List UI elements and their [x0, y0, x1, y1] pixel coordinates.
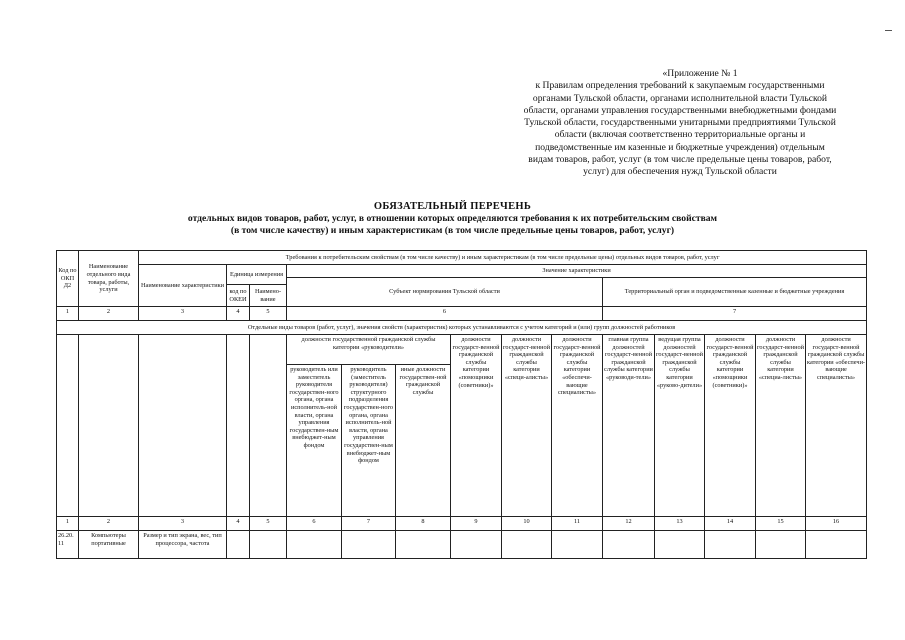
col-number: 1	[57, 307, 79, 321]
empty-cell	[342, 531, 396, 559]
header-okei: код по ОКЕИ	[227, 285, 250, 307]
appendix-line: Тульской области, государственными унитарными предприятиями Тульской	[524, 117, 836, 129]
header-head-unit: руководитель (заместитель руководителя) структурного подразделения государствен-ного органа, органа исполнитель-ной власти, органа управления государствен-ным внебюджет-ным фондом	[342, 365, 396, 517]
col-number: 4	[227, 307, 250, 321]
col-number: 9	[451, 517, 502, 531]
header-other-positions: иные должности государствен-ной гражданской службы	[396, 365, 451, 517]
col-number: 4	[227, 517, 250, 531]
appendix-line: видам товаров, работ, услуг (в том числе предельные цены товаров, работ,	[528, 154, 832, 166]
header-main-group-leaders: главная группа должностей государст-венной гражданской службы категории «руководи-тели»	[603, 335, 655, 517]
section-row: Отдельные виды товаров (работ, услуг), значения свойств (характеристик) которых устанавливаются с учетом категорий и (или) групп должностей работников	[57, 321, 867, 335]
appendix-line: к Правилам определения требований к закупаемым государственными	[535, 80, 825, 92]
empty-cell	[451, 531, 502, 559]
header-name: Наименование отдельного вида товара, работы, услуги	[79, 251, 139, 307]
document-title: ОБЯЗАТЕЛЬНЫЙ ПЕРЕЧЕНЬ	[373, 201, 532, 212]
empty-cell	[756, 531, 806, 559]
document-subtitle-2: (в том числе качеству) и иным характеристикам (в том числе предельные цены товаров, работ, услуг)	[230, 225, 675, 236]
col-number: 5	[250, 307, 287, 321]
appendix-block	[505, 68, 855, 179]
empty-cell	[287, 531, 342, 559]
col-number: 6	[287, 517, 342, 531]
col-number: 2	[79, 307, 139, 321]
col-number: 3	[139, 517, 227, 531]
empty-cell	[57, 335, 79, 517]
col-number: 10	[502, 517, 552, 531]
header-code: Код по ОКП Д2	[57, 251, 79, 307]
col-number: 15	[756, 517, 806, 531]
header-char-name: Наименование характеристики	[139, 265, 227, 307]
header-territorial-support: должности государст-венной гражданской службы категории «обеспечи-вающие специалисты»	[806, 335, 867, 517]
row-code: 26.20. 11	[57, 531, 79, 559]
col-number: 8	[396, 517, 451, 531]
header-support-specialists: должности государст-венной гражданской службы категории «обеспечи-вающие специалисты»	[552, 335, 603, 517]
document-subtitle-1: отдельных видов товаров, работ, услуг, в отношении которых определяются требования к их потребительским свойствам	[187, 213, 718, 224]
col-number: 12	[603, 517, 655, 531]
header-head-executive: руководитель или заместитель руководителя государствен-ного органа, органа исполнитель-ной власти, органа управления государствен-ным внебюджет-ным фондом	[287, 365, 342, 517]
requirements-table	[56, 250, 867, 559]
empty-cell	[806, 531, 867, 559]
col-number: 5	[250, 517, 287, 531]
row-characteristic: Размер и тип экрана, вес, тип процессора, частота	[139, 531, 227, 559]
header-unit: Единица измерения	[227, 265, 287, 285]
appendix-line: органами Тульской области, органами исполнительной власти Тульской	[532, 92, 828, 104]
corner-mark	[885, 30, 892, 31]
empty-cell	[603, 531, 655, 559]
appendix-line: области, органами управления государственными внебюджетными фондами	[523, 104, 837, 116]
header-assistants: должности государст-венной гражданской службы категории «помощники (советники)»	[451, 335, 502, 517]
empty-cell	[139, 335, 227, 517]
header-territorial-specialists: должности государст-венной гражданской службы категории «специа-листы»	[756, 335, 806, 517]
empty-cell	[396, 531, 451, 559]
row-name: Компьютеры портативные	[79, 531, 139, 559]
col-number: 11	[552, 517, 603, 531]
empty-cell	[79, 335, 139, 517]
appendix-line: услуг) для обеспечения нужд Тульской области	[583, 166, 777, 178]
col-number: 14	[705, 517, 756, 531]
header-value: Значение характеристики	[287, 265, 867, 278]
col-number: 3	[139, 307, 227, 321]
empty-cell	[552, 531, 603, 559]
col-number: 13	[655, 517, 705, 531]
header-territorial: Территориальный орган и подведомственные казенные и бюджетные учреждения	[603, 278, 867, 307]
header-lead-group-leaders: ведущая группа должностей государст-венной гражданской службы категории «руково-дители»	[655, 335, 705, 517]
empty-cell	[227, 531, 250, 559]
header-requirements: Требования к потребительским свойствам (в том числе качеству) и иным характеристикам (в том числе предельные цены) отдельных видов товаров, работ, услуг	[139, 251, 867, 265]
appendix-line: подведомственные им казенные и бюджетные учреждения) отдельным	[535, 141, 825, 153]
col-number: 7	[603, 307, 867, 321]
empty-cell	[705, 531, 756, 559]
col-number: 16	[806, 517, 867, 531]
col-number: 7	[342, 517, 396, 531]
header-unit-name: Наимено-вание	[250, 285, 287, 307]
col-number: 6	[287, 307, 603, 321]
appendix-title: «Приложение № 1	[662, 68, 738, 79]
empty-cell	[250, 531, 287, 559]
header-subject: Субъект нормирования Тульской области	[287, 278, 603, 307]
header-leaders: должности государственной гражданской службы категории «руководители»	[287, 335, 451, 365]
empty-cell	[502, 531, 552, 559]
empty-cell	[227, 335, 250, 517]
appendix-line: области (включая соответственно территориальные органы и	[554, 129, 806, 141]
header-territorial-assistants: должности государст-венной гражданской службы категории «помощники (советники)»	[705, 335, 756, 517]
empty-cell	[655, 531, 705, 559]
header-specialists: должности государст-венной гражданской службы категории «специ-алисты»	[502, 335, 552, 517]
col-number: 2	[79, 517, 139, 531]
col-number: 1	[57, 517, 79, 531]
empty-cell	[250, 335, 287, 517]
